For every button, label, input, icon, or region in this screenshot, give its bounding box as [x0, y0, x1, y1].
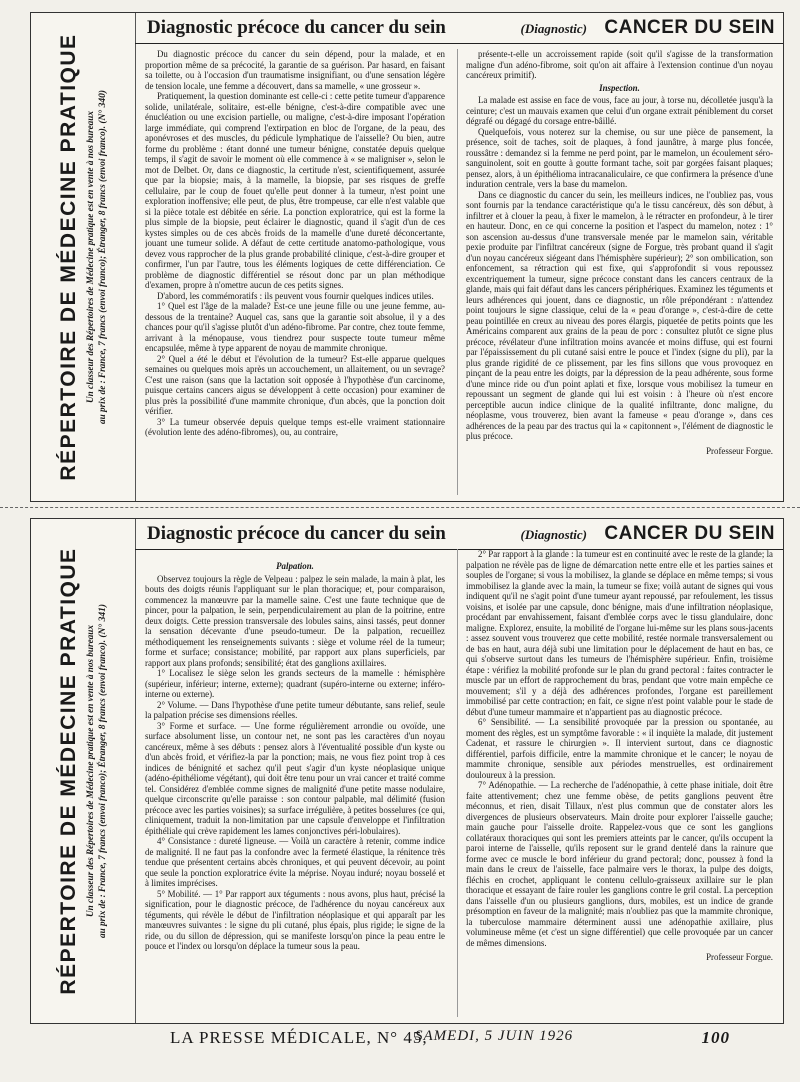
paragraph: présente-t-elle un accroissement rapide (soit qu'il s'agisse de la transformation maligne d'un adéno-fibrome, soit qu'on ait affaire à l'extension continue d'un noyau cancéreux primitif).	[466, 49, 773, 80]
article-column-right	[457, 549, 773, 1017]
repertoire-sidebar	[31, 13, 136, 501]
section-heading: Palpation.	[276, 561, 314, 571]
repertoire-title: RÉPERTOIRE DE MÉDECINE PRATIQUE	[56, 547, 80, 995]
card-tag: (Diagnostic)	[520, 527, 587, 542]
paragraph: 1° Quel est l'âge de la malade? Est-ce une jeune fille ou une jeune femme, au-dessous de la trentaine? Auquel cas, sans que la garantie soit absolue, il y a des chances pour qu'il s'agisse plutôt d'un adéno-fibrome. Par contre, chez toute femme, arrivant à la ménopause, vous tiendrez pour suspecte toute tumeur même encapsulée, même à type apparent de noyau de mammite chronique.	[145, 301, 445, 353]
paragraph: Dans ce diagnostic du cancer du sein, les meilleurs indices, ne l'oubliez pas, vous sont fournis par la tendance caractéristique qu'a le tissu cancéreux, dès son début, à infiltrer et à clouer la peau, à fixer le mamelon, à le rétracter en profondeur, à le tirer en hauteur. Donc, en ce qui concerne la position et l'aspect du mamelon, notez : 1° son ascension au-dessus d'une transversale menée par le mamelon sain, véritable pexie produite par l'infiltrat cancéreux (signe de Forgue, très probant quand il s'agit d'un noyau cancéreux siégeant dans l'hémisphère supérieur); 2° son ombilication, son enfoncement, sa rétraction qui est fixe, qui s'approfondit si vous repoussez excentriquement la tumeur, signe précoce constant dans les cancers centraux de la glande, mais qui fait défaut dans les cancers périphériques. Examinez les téguments et leurs adhérences qui jouent, dans ce diagnostic, un rôle prépondérant : n'attendez point toujours le signe classique, celui de la « peau d'orange », c'est-à-dire de cette peau pointillée en creux au niveau des pores élargis, piquetée de petits points que les Américains comparent aux grains de la peau de porc : consultez plutôt ce signe plus précoce, révélateur d'une infiltration moins avancée et moins diffuse, qui est fourni par l'épaississement du pli cutané saisi entre le pouce et l'index (signe du pli), par la plus grande rigidité de ce plissement, par les fins sillons que vous provoquez en pinçant de la peau entre les doigts, par la dépression de la peau adhérente, sous forme d'une mince ride ou d'un point aplati et fixe, lorsque vous mobilisez la tumeur en repoussant un segment de glande qui lui est voisin : à l'heure où n'est encore perceptible aucun indice clinique de la qualité infiltrante, donc maligne, du néoplasme, vous trouverez, bien avant la fameuse « peau d'orange », dans ces adhérences de la peau par des tractus qui la « capitonnent », l'élément de diagnostic le plus précoce.	[466, 189, 773, 441]
repertoire-subtitle-line2: au prix de : France, 7 francs (envoi franco); Étranger, 8 francs (envoi franco).	[96, 639, 107, 938]
paragraph: 1° Localisez le siège selon les grands secteurs de la mamelle : hémisphère (supérieur, inférieur; interne, externe); quadrant (supéro-interne ou externe; inféro-interne ou externe).	[145, 668, 445, 699]
repertoire-sidebar	[31, 519, 136, 1023]
paragraph: D'abord, les commémoratifs : ils peuvent vous fournir quelques indices utiles.	[157, 290, 434, 301]
card-header	[135, 13, 783, 44]
paragraph: 4° Consistance : dureté ligneuse. — Voilà un caractère à retenir, comme indice de malignité. Il ne faut pas la confondre avec la fermeté élastique, la rénitence très tendue que présentent certains abcès chroniques, et qui peuvent décevoir, au point que seule la ponction exploratrice évite la méprise. Noyau induré; noyau bosselé et à limites imprécises.	[145, 836, 445, 888]
paragraph: Du diagnostic précoce du cancer du sein dépend, pour la malade, et en proportion même de sa précocité, la garantie de sa guérison. Par hasard, en faisant sa toilette, ou à l'occasion d'un traumatisme insignifiant, ou d'une sensation légère de tension locale, une femme a découvert, dans sa mamelle, « une grosseur ».	[145, 49, 445, 91]
paragraph: 2° Volume. — Dans l'hypothèse d'une petite tumeur débutante, sans relief, seule la palpation précise ses dimensions réelles.	[145, 699, 445, 720]
paragraph: La malade est assise en face de vous, face au jour, à torse nu, décolletée jusqu'à la ceinture; c'est un mauvais examen que celui d'un organe extrait péniblement du corset dégrafé ou dégagé du corsage entre-bâillé.	[466, 95, 773, 126]
paragraph: 3° La tumeur observée depuis quelque temps est-elle vraiment stationnaire (évolution lente des adéno-fibromes), ou, au contraire,	[145, 416, 445, 437]
repertoire-subtitle	[85, 536, 109, 1006]
repertoire-subtitle-line1: Un classeur des Répertoires de Médecine pratique est en vente à nos bureaux	[84, 111, 95, 403]
section-heading: Inspection.	[599, 82, 640, 93]
repertoire-card-340	[30, 12, 784, 502]
card-category: CANCER DU SEIN	[604, 17, 775, 38]
paragraph: 2° Quel a été le début et l'évolution de la tumeur? Est-elle apparue quelques semaines ou quelques mois après un accouchement, un allaitement, ou un sevrage? C'est une raison (sans que la lactation soit opposée à l'hypothèse d'un carcinome, puisque certains cancers aigus se développent à cette occasion) pour examiner de plus près la possibilité d'une mammite chronique, d'un abcès, que la ponction doit vérifier.	[145, 353, 445, 416]
card-number: (N° 340)	[97, 90, 108, 124]
repertoire-card-341	[30, 518, 784, 1024]
issue-date: SAMEDI, 5 JUIN 1926	[415, 1028, 574, 1044]
card-number: (N° 341)	[97, 604, 108, 638]
card-title: Diagnostic précoce du cancer du sein	[147, 523, 446, 544]
journal-name: LA PRESSE MÉDICALE, N° 45,	[170, 1028, 428, 1047]
card-header	[135, 519, 783, 550]
author-signature: Professeur Forgue.	[706, 445, 773, 456]
paragraph: 2° Par rapport à la glande : la tumeur est en continuité avec le reste de la glande; la palpation ne révèle pas de ligne de démarcation nette entre elle et les parties saines et souples de l'organe; si vous la mobilisez, la glande se déplace en même temps; si vous immobilisez la glande avec la main, la tumeur se fixe; voilà autant de signes qui vous indiquent qu'il ne s'agit point d'une tumeur ayant repoussé, par refoulement, les tissus voisins, et isolée par une capsule, donc bénigne, mais d'une infiltration néoplasique, procédant par envahissement, faisant d'emblée corps avec le tissu glandulaire, donc maligne. Explorez, ensuite, la mobilité de l'organe lui-même sur les plans sous-jacents : assez souvent vous trouverez que cette mobilité, restée normale transversalement ou de bas en haut, aura déjà subi une limitation pour le déplacement de haut en bas, ce qui s'observe surtout dans les tumeurs de l'hémisphère supérieur. Enfin, troisième étape : vérifiez la mobilité profonde sur le plan du grand pectoral : faites contracter le muscle par un effort de rapprochement du bras, pendant que votre main empêche ce mouvement; s'il y a déjà des adhérences profondes, l'organe est pareillement immobilisé par cette contraction; en fait, ce signe n'est point valable pour le stade de début d'une tumeur mammaire et n'appartient pas au diagnostic précoce.	[466, 549, 773, 717]
paragraph: 7° Adénopathie. — La recherche de l'adénopathie, à cette phase initiale, doit être faite attentivement; chez une femme obèse, de petits ganglions peuvent être méconnus, et rien, disait Tillaux, n'est plus commun que de constater alors les divergences de plusieurs observateurs. Main droite pour explorer l'aisselle gauche; main gauche pour l'aisselle droite. Rappelez-vous que ce sont les ganglions collatéraux thoraciques qui sont les premiers atteints par le cancer, qu'ils occupent la paroi interne de l'aisselle, qu'ils reposent sur le grand dentelé dans la rainure que forme avec ce muscle le bord inférieur du grand pectoral; donc, poussez à fond la main dans le creux de l'aisselle, face palmaire vers le thorax, la pulpe des doigts, fléchis en crochet, appliquant le contenu cellulo-graisseux axillaire sur le plan thoracique et essayant de faire rouler les ganglions contre le gril costal. La perception dans l'aisselle d'un ou plusieurs ganglions, durs, mobiles, est un indice de grande présomption en faveur de la malignité; mais n'oubliez pas que la mammite chronique, la tuberculose mammaire déterminent aussi une adénopathie axillaire, plus volumineuse même (et c'est un signe différentiel) que celle provoquée par un cancer de mêmes dimensions.	[466, 780, 773, 948]
paragraph: 5° Mobilité. — 1° Par rapport aux téguments : nous avons, plus haut, précisé la signification, pour le diagnostic précoce, de l'adhérence du noyau cancéreux aux téguments, qui révèle le début de l'infiltration néoplasique et qui apparaît par les manœuvres suivantes : le signe du pli cutané, plus épais, plus rigide; le signe de la ride, ou du sillon de dépression, qui se manifeste lorsqu'on pince la peau entre le pouce et l'index ou lorsqu'on déplace la tumeur sous la peau.	[145, 888, 445, 951]
page-number: 100	[701, 1028, 730, 1047]
repertoire-subtitle	[85, 22, 109, 492]
paragraph: 6° Sensibilité. — La sensibilité provoquée par la pression ou spontanée, au moment des règles, est un symptôme favorable : « il inquiète la malade, dit justement Cadenat, et rassure le chirurgien ». Il intervient surtout, dans ce diagnostic différentiel, parfois difficile, entre la mammite chronique et le cancer; le noyau de mammite chronique, sensible aux périodes menstruelles, est ordinairement douloureux à la pression.	[466, 717, 773, 780]
paragraph: Pratiquement, la question dominante est celle-ci : cette petite tumeur d'apparence solide, unilatérale, solitaire, est-elle bénigne, c'est-à-dire compatible avec une énucléation ou une excision partielle, ou maligne, c'est-à-dire imposant l'opération large immédiate, qui comprend l'extirpation en bloc de l'organe, de la peau, des aponévroses et des muscles, du pédicule lymphatique de l'aisselle? Ou bien, autre forme du problème : étant donné une tumeur bénigne, constatée depuis quelque temps, il s'agit de savoir le moment où elle commence à « se maligniser », selon le mot de Delbet. Or, dans ce diagnostic, la certitude n'est, scientifiquement, assurée que par la biopsie; mais, à la mamelle, la biopsie, par ses risques de greffe cellulaire, par le coup de fouet qu'elle peut donner à la tumeur, n'est point une exploration inoffensive; elle peut, de plus, être trompeuse, car elle n'est valable que si la pièce totale est débitée en série. La ponction exploratrice, qui est la forme la plus simple de la biopsie, peut éclairer le diagnostic, quand il s'agit d'un de ces kystes simples ou de ces abcès froids de la mamelle d'une dureté déconcertante, jouant une tumeur solide. A défaut de cette certitude anatomo-pathologique, vous devez vous rapprocher de la plus grande probabilité clinique, c'est-à-dire grouper et confirmer, l'un par l'autre, tous les éléments logiques de cette différenciation. Ce problème de diagnostic différentiel se résout donc par un plan méthodique d'examen, propre à n'omettre aucun de ces petits signes.	[145, 91, 445, 290]
cut-line	[0, 507, 800, 508]
article-column-right	[457, 49, 773, 495]
repertoire-subtitle-line1: Un classeur des Répertoires de Médecine pratique est en vente à nos bureaux	[84, 625, 95, 917]
article-column-left	[145, 559, 445, 1017]
author-signature: Professeur Forgue.	[706, 952, 773, 962]
repertoire-title: RÉPERTOIRE DE MÉDECINE PRATIQUE	[56, 33, 80, 481]
paragraph: Quelquefois, vous noterez sur la chemise, ou sur une pièce de pansement, la présence, soit de taches, soit de plaques, à fond jaunâtre, à marge plus foncée, roussâtre : demandez si la femme ne perd point, par le mamelon, un écoulement séro-sanguinolent, soit en goutte à goutte formant tache, soit par gorgées faisant plaques; pensez, alors, à un épithélioma intracanaliculaire, ce que confirmera la présence d'une induration centrale, vers la base du mamelon.	[466, 126, 773, 189]
repertoire-subtitle-line2: au prix de : France, 7 francs (envoi franco); Étranger, 8 francs (envoi franco).	[96, 125, 107, 424]
article-column-left	[145, 49, 445, 495]
card-tag: (Diagnostic)	[520, 21, 587, 36]
paragraph: 3° Forme et surface. — Une forme régulièrement arrondie ou ovoïde, une surface absolument lisse, un contour net, ne sont pas les caractères d'un noyau cancéreux, même à ses débuts : pensez alors à l'éventualité possible d'un kyste ou d'un abcès froid, et vérifiez-la par la ponction; mais, ne vous fiez point trop à ces indices de bénignité et sachez qu'il peut s'agir d'un kyste néoplasique unique (adéno-épithéliome végétant), qui doit être tenu pour un vrai cancer et traité comme tel. Considérez d'emblée comme signes de malignité d'une petite masse nodulaire, quelque circonscrite qu'elle paraisse : son contour palpable, mal délimité (fusion précoce avec les parties voisines); sa surface irrégulière, à petites bosselures (ce qui, cliniquement, traduit la non-limitation par une capsule d'enveloppe et l'infiltration épithéliale qui crève rapidement les lames conjonctives péri-lobulaires).	[145, 720, 445, 836]
card-category: CANCER DU SEIN	[604, 523, 775, 544]
paragraph: Observez toujours la règle de Velpeau : palpez le sein malade, la main à plat, les bouts des doigts réunis l'appliquant sur le plan thoracique; et, pour comparaison, commencez la manœuvre par la mamelle saine. C'est une faute technique que de pincer, pour la palpation, le sein, perpendiculairement au plan de la poitrine, entre deux doigts. Cette pression transversale des lobules sains, ainsi tassés, peut donner la sensation décevante d'une pseudo-tumeur. De la palpation, recueillez méthodiquement les renseignements suivants : siège et volume réel de la tumeur; forme et surface; consistance; mobilité, par rapport aux plans superficiels, par rapport aux plans profonds; sensibilité; état des ganglions axillaires.	[145, 573, 445, 668]
card-title: Diagnostic précoce du cancer du sein	[147, 17, 446, 38]
page-footer	[170, 1026, 730, 1050]
